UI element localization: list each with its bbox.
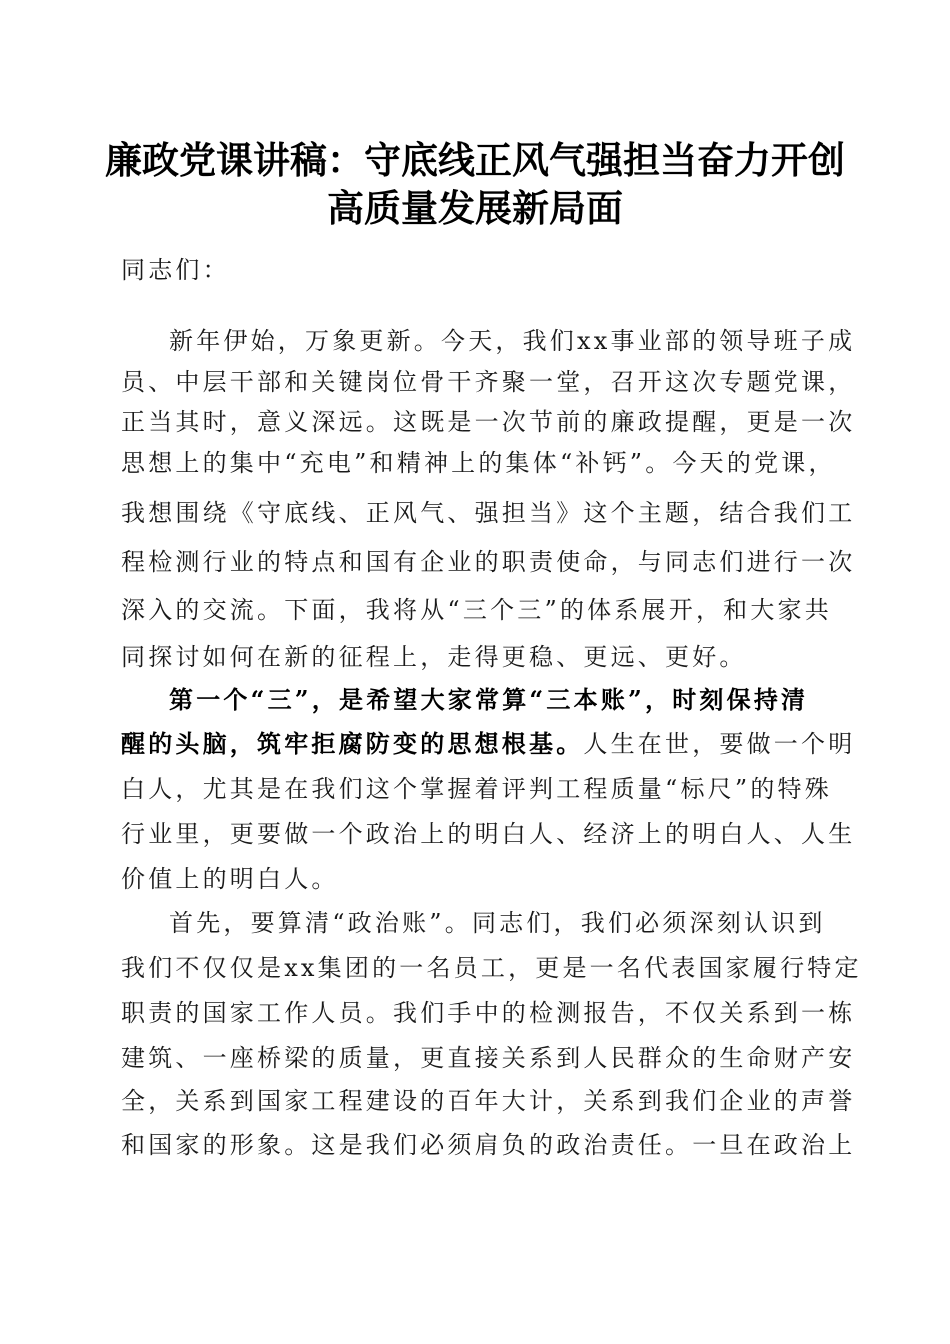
paragraph-1-line: 同探讨如何在新的征程上，走得更稳、更远、更好。 [121,643,747,671]
paragraph-1-line: 程检测行业的特点和国有企业的职责使命，与同志们进行一次 [121,548,856,576]
paragraph-3-line: 首先，要算清“政治账”。同志们，我们必须深刻认识到 [169,909,826,937]
paragraph-3-line: 建筑、一座桥梁的质量，更直接关系到人民群众的生命财产安 [121,1044,856,1072]
paragraph-2-bold-line: 第一个“三”，是希望大家常算“三本账”，时刻保持清 [169,685,809,714]
salutation: 同志们： [121,256,230,284]
paragraph-2-line: 人生在世，要做一个明 [583,730,856,758]
paragraph-1-line: 深入的交流。下面，我将从“三个三”的体系展开，和大家共 [121,596,832,624]
paragraph-1-line: 我想围绕《守底线、正风气、强担当》这个主题，结合我们工 [121,499,856,527]
paragraph-2-line: 行业里，更要做一个政治上的明白人、经济上的明白人、人生 [121,820,856,848]
paragraph-1-line: 思想上的集中“充电”和精神上的集体“补钙”。今天的党课， [121,449,836,477]
paragraph-2-line: 白人，尤其是在我们这个掌握着评判工程质量“标尺”的特殊 [121,775,832,803]
paragraph-1-line: 新年伊始，万象更新。今天，我们xx事业部的领导班子成 [169,327,856,355]
document-title-line-2: 高质量发展新局面 [327,186,623,230]
paragraph-2-bold-line: 醒的头脑，筑牢拒腐防变的思想根基。 [121,729,584,758]
document-title-line-1: 廉政党课讲稿：守底线正风气强担当奋力开创 [105,138,845,182]
paragraph-2-line-mixed [121,727,856,761]
paragraph-1-line: 正当其时，意义深远。这既是一次节前的廉政提醒，更是一次 [121,408,856,436]
paragraph-2-line: 价值上的明白人。 [121,865,339,893]
paragraph-3-line: 我们不仅仅是xx集团的一名员工，更是一名代表国家履行特定 [121,954,862,982]
paragraph-1-line: 员、中层干部和关键岗位骨干齐聚一堂，召开这次专题党课， [121,368,856,396]
paragraph-3-line: 全，关系到国家工程建设的百年大计，关系到我们企业的声誉 [121,1087,856,1115]
paragraph-3-line: 职责的国家工作人员。我们手中的检测报告，不仅关系到一栋 [121,999,856,1027]
paragraph-3-line: 和国家的形象。这是我们必须肩负的政治责任。一旦在政治上 [121,1131,856,1159]
